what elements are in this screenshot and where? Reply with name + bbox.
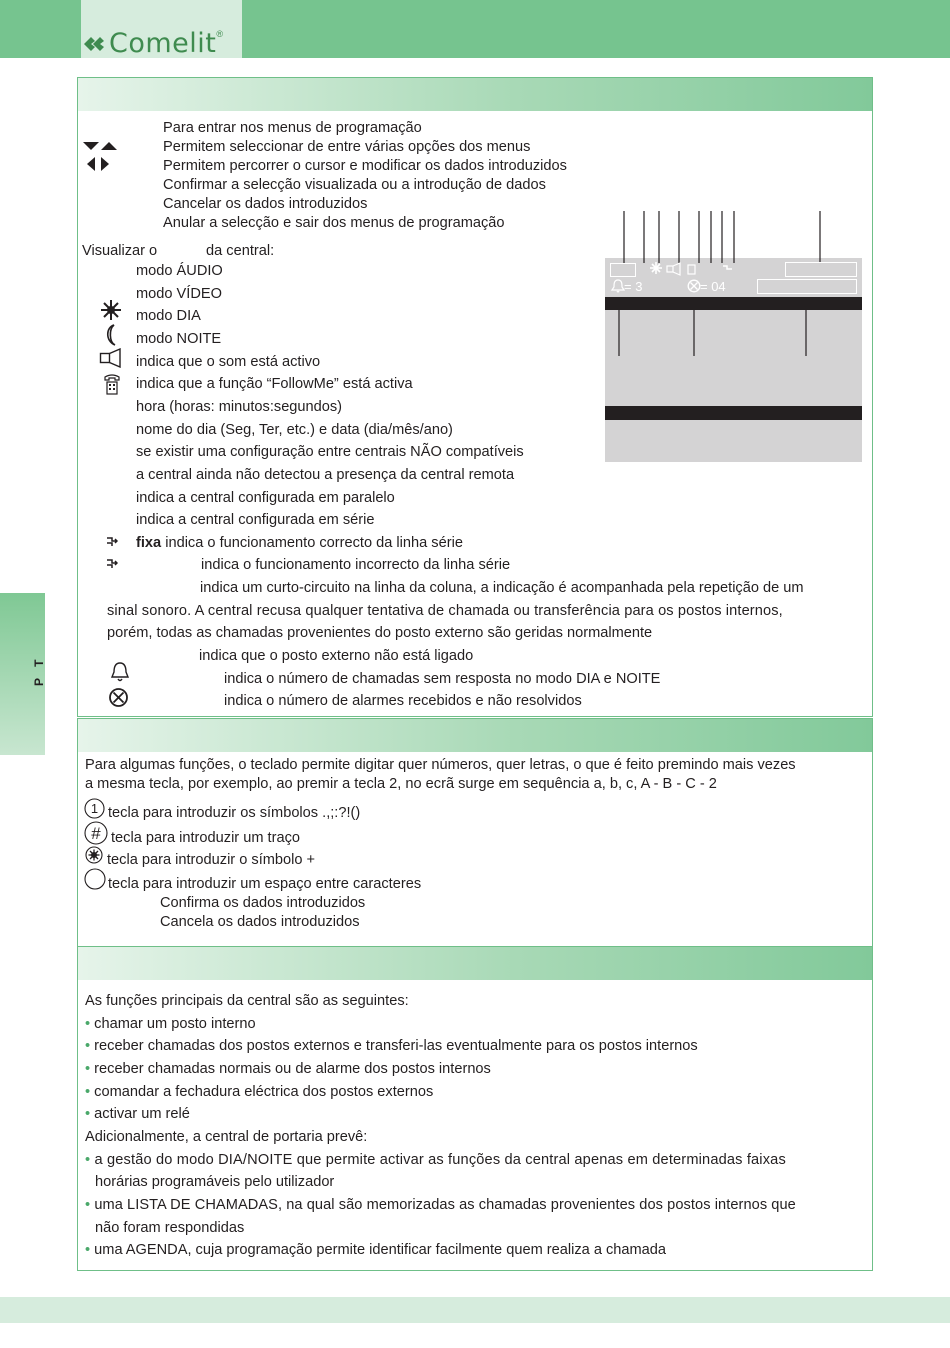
state-parallel: indica a central configurada em paralelo [136,490,395,506]
display-box-right-bottom [757,279,857,294]
bullet: • [85,1038,91,1054]
trademark: ® [216,29,224,39]
function-item-5-text: activar um relé [94,1106,190,1122]
state-video: modo VÍDEO [136,286,222,302]
state-remote: a central ainda não detectou a presença da central remota [136,467,515,483]
speaker-icon [99,348,123,368]
keyboard-intro-line2: a mesma tecla, por exemplo, ao premir a tecla 2, no ecrã surge em sequência a, b, c, A - B - C - 2 [85,776,717,792]
keyboard-cancel: Cancela os dados introduzidos [160,914,360,930]
state-day: modo DIA [136,308,201,324]
key-desc-2: Permitem seleccionar de entre várias opções dos menus [163,139,531,155]
extra-2-line1 [85,1196,796,1215]
short-circuit-line2: sinal sonoro. A central recusa qualquer tentativa de chamada ou transferência para os postos internos, [107,603,783,619]
arrows-left-right-icon [86,156,112,172]
function-item-2 [85,1037,698,1056]
bullet: • [85,1016,91,1032]
brand-name: Comelit [109,28,217,59]
serial-bad: indica o funcionamento incorrecto da linha série [201,557,511,573]
serial-bad-icon [106,559,118,569]
external-not-connected: indica que o posto externo não está ligado [199,648,474,664]
bullet: • [85,1152,91,1168]
bullet: • [85,1106,91,1122]
serial-ok-text: indica o funcionamento correcto da linha série [165,535,463,551]
functions-section-header [78,947,872,980]
extra-2-line1-text: uma LISTA DE CHAMADAS, na qual são memorizadas as chamadas provenientes dos postos internos que [94,1197,796,1213]
sun-icon [100,299,122,321]
short-circuit-line3: porém, todas as chamadas provenientes do posto externo são geridas normalmente [107,625,653,641]
extra-3-text: uma AGENDA, cuja programação permite identificar facilmente quem realiza a chamada [94,1242,667,1258]
function-item-5 [85,1105,190,1124]
key-space-icon [84,868,106,890]
state-date: nome do dia (Seg, Ter, etc.) e data (dia/mês/ano) [136,422,453,438]
comelit-logo [82,28,224,59]
key-hash-icon [84,821,108,845]
svg-text:1: 1 [90,801,99,816]
arrows-up-down-icon [82,140,120,152]
state-time: hora (horas: minutos:segundos) [136,399,343,415]
bullet: • [85,1061,91,1077]
state-incompatible: se existir uma configuração entre centrais NÃO compatíveis [136,444,524,460]
function-item-1-text: chamar um posto interno [94,1016,256,1032]
display-bell-count: = 3 [624,279,643,294]
function-item-4-text: comandar a fechadura eléctrica dos postos externos [94,1084,434,1100]
visualize-prefix: Visualizar o [82,243,158,259]
function-item-1 [85,1015,256,1034]
alarms-unresolved: indica o número de alarmes recebidos e não resolvidos [224,693,582,709]
state-sound: indica que o som está activo [136,354,321,370]
bell-icon [109,661,131,683]
function-item-4 [85,1083,433,1102]
comelit-mark-icon [82,32,108,56]
phone-icon [103,374,121,396]
display-bar-top [605,297,862,310]
function-item-3 [85,1060,491,1079]
extra-3 [85,1241,666,1260]
function-item-2-text: receber chamadas dos postos externos e transferi-las eventualmente para os postos internos [94,1038,698,1054]
state-audio: modo ÁUDIO [136,263,223,279]
display-illustration [605,258,862,462]
extra-1-line1-text: a gestão do modo DIA/NOITE que permite activar as funções da central apenas em determinadas faixas [94,1152,786,1168]
keyboard-intro-line1: Para algumas funções, o teclado permite digitar quer números, quer letras, o que é feito premindo mais vezes [85,757,796,773]
key-desc-6: Anular a selecção e sair dos menus de programação [163,215,505,231]
functions-intro: As funções principais da central são as seguintes: [85,993,409,1009]
additional-intro: Adicionalmente, a central de portaria prevê: [85,1129,368,1145]
state-followme: indica que a função “FollowMe” está activa [136,376,413,392]
display-box-left [610,263,636,277]
footer-band [0,1297,950,1323]
key-1-text: tecla para introduzir os símbolos .,;:?!() [108,805,361,821]
display-bell-icon [611,279,625,294]
language-tab-label: P T [32,655,46,686]
key-desc-3: Permitem percorrer o cursor e modificar os dados introduzidos [163,158,567,174]
serial-ok-bold: fixa [136,535,162,551]
state-series: indica a central configurada em série [136,512,375,528]
calls-unanswered: indica o número de chamadas sem resposta no modo DIA e NOITE [224,671,661,687]
display-box-right-top [785,262,857,277]
visualize-suffix: da central: [206,243,275,259]
display-alarm-count: = 04 [700,279,726,294]
serial-ok [136,534,463,553]
key-star-icon [85,846,103,864]
key-desc-1: Para entrar nos menus de programação [163,120,422,136]
keyboard-confirm: Confirma os dados introduzidos [160,895,366,911]
key-desc-4: Confirmar a selecção visualizada ou a introdução de dados [163,177,546,193]
svg-text:#: # [91,824,101,843]
key-1-icon [84,798,105,819]
function-item-3-text: receber chamadas normais ou de alarme dos postos internos [94,1061,491,1077]
bullet: • [85,1242,91,1258]
moon-icon [103,324,119,346]
key-desc-5: Cancelar os dados introduzidos [163,196,368,212]
short-circuit-line1: indica um curto-circuito na linha da coluna, a indicação é acompanhada pela repetição de um [200,580,804,596]
key-space-text: tecla para introduzir um espaço entre caracteres [108,876,422,892]
state-night: modo NOITE [136,331,222,347]
alarm-icon [108,687,129,708]
display-status-icons [648,261,738,277]
extra-2-line2: não foram respondidas [95,1220,245,1236]
extra-1-line1 [85,1151,786,1170]
bullet: • [85,1084,91,1100]
keyboard-section-header [78,719,872,752]
display-alarm-icon [687,279,701,293]
bullet: • [85,1197,91,1213]
keys-section-header [78,78,872,111]
key-hash-text: tecla para introduzir um traço [111,830,300,846]
display-bar-bottom [605,406,862,420]
key-star-text: tecla para introduzir o símbolo + [107,852,316,868]
extra-1-line2: horárias programáveis pelo utilizador [95,1174,335,1190]
serial-ok-icon [106,537,118,547]
